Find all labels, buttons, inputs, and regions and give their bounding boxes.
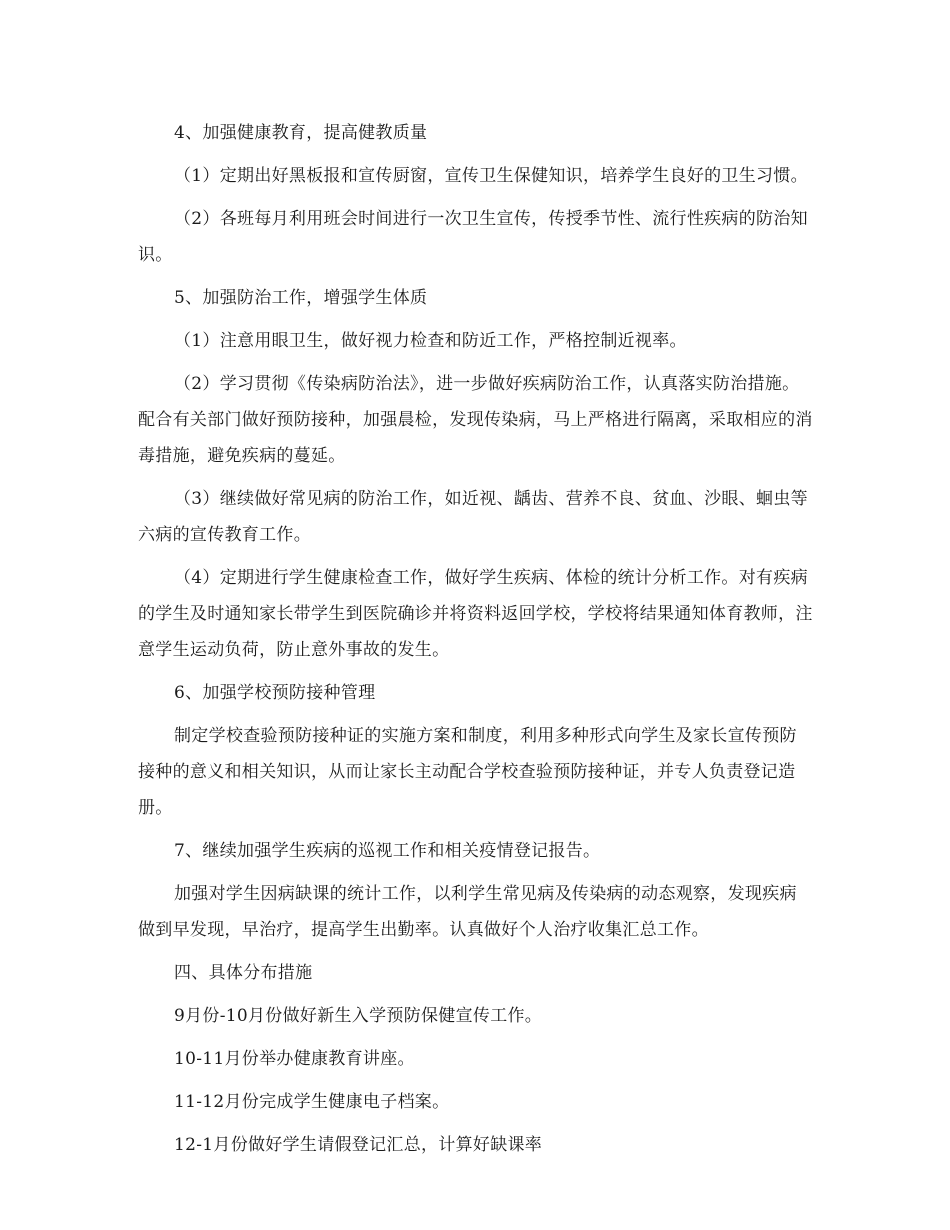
- schedule-item-dec-jan: 12-1月份做好学生请假登记汇总，计算好缺课率: [174, 1135, 543, 1155]
- paragraph-class-meeting: （2）各班每月利用班会时间进行一次卫生宣传，传授季节性、流行性疾病的防治知识。: [138, 209, 808, 265]
- heading-health-education: 4、加强健康教育，提高健教质量: [174, 123, 428, 143]
- document-body: [138, 115, 813, 1170]
- schedule-item-sep-oct: 9月份-10月份做好新生入学预防保健宣传工作。: [174, 1006, 543, 1026]
- paragraph-infectious-disease-law: （2）学习贯彻《传染病防治法》，进一步做好疾病防治工作，认真落实防治措施。配合有关部门做好预防接种，加强晨检，发现传染病，马上严格进行隔离，采取相应的消毒措施，避免疾病的蔓延。: [138, 374, 813, 466]
- paragraph-common-diseases: （3）继续做好常见病的防治工作，如近视、龋齿、营养不良、贫血、沙眼、蛔虫等六病的宣传教育工作。: [138, 489, 808, 545]
- paragraph-absence-statistics: 加强对学生因病缺课的统计工作，以利学生常见病及传染病的动态观察，发现疾病做到早发现，早治疗，提高学生出勤率。认真做好个人治疗收集汇总工作。: [138, 884, 797, 940]
- heading-prevention-work: 5、加强防治工作，增强学生体质: [174, 288, 428, 308]
- heading-disease-patrol: 7、继续加强学生疾病的巡视工作和相关疫情登记报告。: [174, 841, 601, 861]
- paragraph-health-checkup: （4）定期进行学生健康检查工作，做好学生疾病、体检的统计分析工作。对有疾病的学生及时通知家长带学生到医院确诊并将资料返回学校，学校将结果通知体育教师，注意学生运动负荷，防止意外事故的发生。: [138, 568, 813, 660]
- paragraph-blackboard: （1）定期出好黑板报和宣传厨窗，宣传卫生保健知识，培养学生良好的卫生习惯。: [174, 166, 808, 186]
- schedule-item-oct-nov: 10-11月份举办健康教育讲座。: [174, 1049, 415, 1069]
- heading-vaccination: 6、加强学校预防接种管理: [174, 683, 376, 703]
- paragraph-vaccination-plan: 制定学校查验预防接种证的实施方案和制度，利用多种形式向学生及家长宣传预防接种的意义和相关知识，从而让家长主动配合学校查验预防接种证，并专人负责登记造册。: [138, 726, 797, 818]
- heading-specific-measures: 四、具体分布措施: [174, 963, 313, 983]
- paragraph-eye-hygiene: （1）注意用眼卫生，做好视力检查和防近工作，严格控制近视率。: [174, 331, 687, 351]
- schedule-item-nov-dec: 11-12月份完成学生健康电子档案。: [174, 1092, 450, 1112]
